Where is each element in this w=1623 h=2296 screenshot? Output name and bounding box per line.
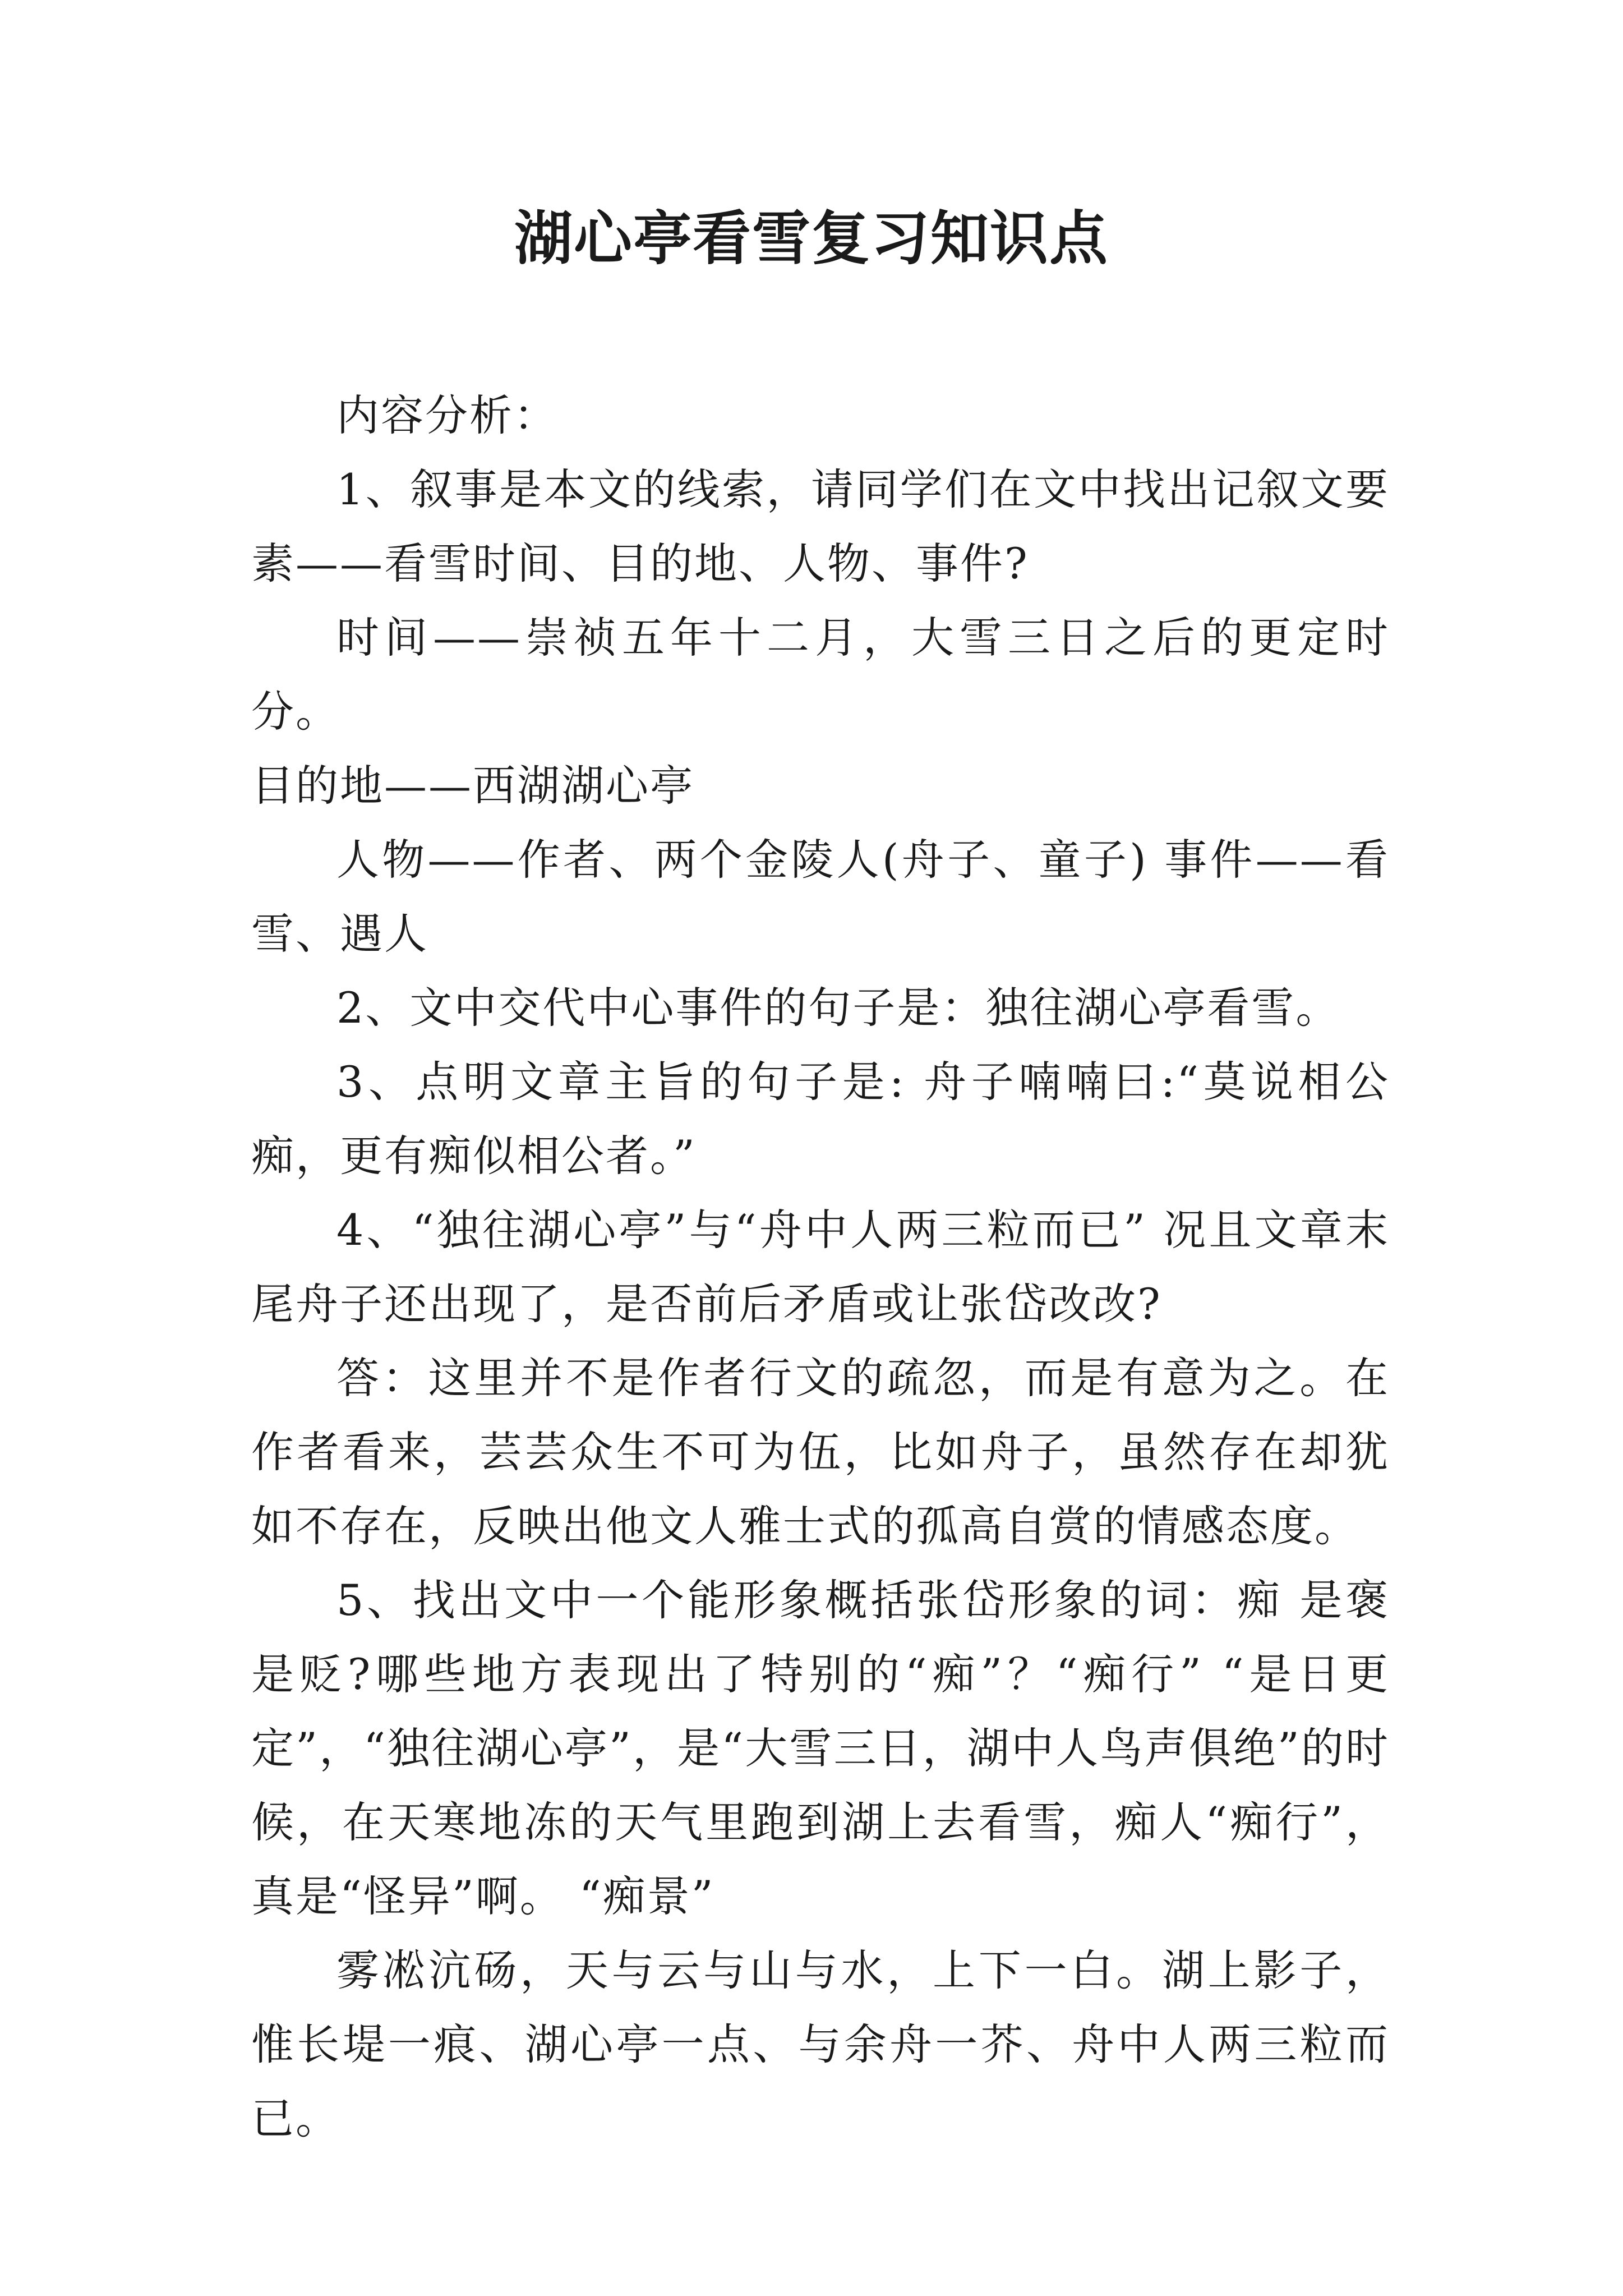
document-title: 湖心亭看雪复习知识点 bbox=[514, 204, 1109, 273]
paragraph-question-5: 5、找出文中一个能形象概括张岱形象的词：痴 是褒是贬?哪些地方表现出了特别的“痴”？“痴行” “是日更定”，“独往湖心亭”，是“大雪三日，湖中人鸟声俱绝”的时候，在天寒地冻的天气里跑到湖上去看雪，痴人“痴行”，真是“怪异”啊。 “痴景” bbox=[251, 1575, 1390, 1921]
paragraph-characters-events: 人物——作者、两个金陵人(舟子、童子) 事件——看雪、遇人 bbox=[251, 835, 1390, 959]
paragraph-scenery: 雾凇沆砀，天与云与山与水，上下一白。湖上影子，惟长堤一痕、湖心亭一点、与余舟一芥、舟中人两三粒而已。 bbox=[251, 1945, 1390, 2143]
paragraph-question-3: 3、点明文章主旨的句子是: 舟子喃喃曰:“莫说相公痴，更有痴似相公者。” bbox=[251, 1057, 1390, 1181]
paragraph-content-analysis: 内容分析： bbox=[336, 390, 558, 440]
paragraph-destination: 目的地——西湖湖心亭 bbox=[251, 761, 694, 811]
paragraph-question-4: 4、“独往湖心亭”与“舟中人两三粒而已” 况且文章末尾舟子还出现了，是否前后矛盾或让张岱改改? bbox=[251, 1205, 1390, 1329]
document-body bbox=[251, 379, 1390, 2156]
paragraph-question-2: 2、文中交代中心事件的句子是：独往湖心亭看雪。 bbox=[336, 983, 1340, 1033]
paragraph-time: 时间——崇祯五年十二月，大雪三日之后的更定时分。 bbox=[251, 613, 1390, 737]
paragraph-question-1: 1、叙事是本文的线索，请同学们在文中找出记叙文要素——看雪时间、目的地、人物、事件? bbox=[251, 464, 1390, 588]
paragraph-answer-4: 答：这里并不是作者行文的疏忽，而是有意为之。在作者看来，芸芸众生不可为伍，比如舟子，虽然存在却犹如不存在，反映出他文人雅士式的孤高自赏的情感态度。 bbox=[251, 1353, 1390, 1551]
